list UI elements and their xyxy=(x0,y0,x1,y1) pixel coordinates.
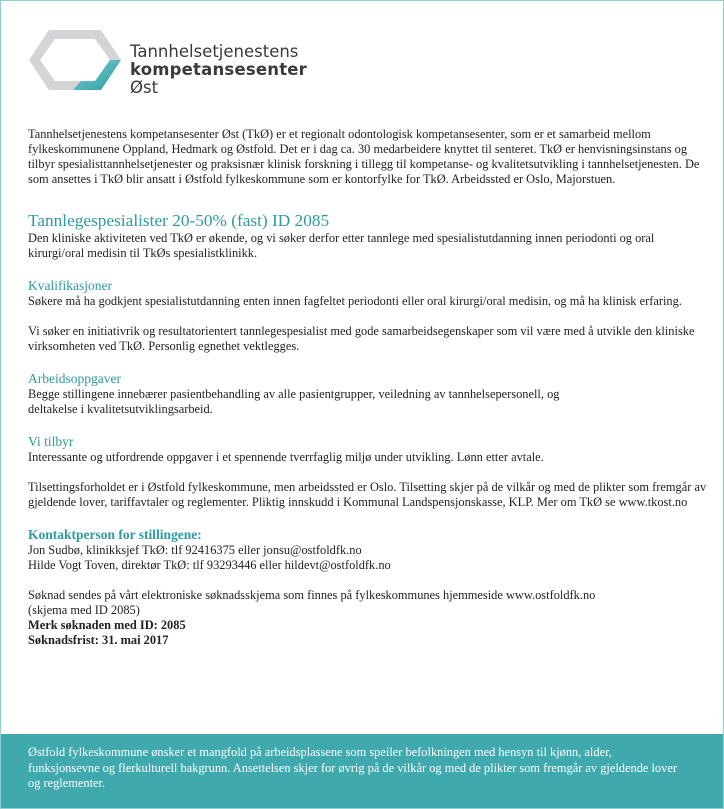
application-deadline: Søknadsfrist: 31. mai 2017 xyxy=(28,633,169,647)
logo-line-1: Tannhelsetjenestens xyxy=(130,42,299,61)
job-lead-paragraph: Den kliniske aktiviteten ved TkØ er økende, og vi søker derfor etter tannlege med spesialistutdanning innen periodonti og oral kirurgi/oral medisin til TkØs spesialistklinikk. xyxy=(28,231,655,260)
logo-line-2: kompetansesenter xyxy=(130,60,308,79)
offer-paragraph-2: Tilsettingsforholdet er i Østfold fylkeskommune, men arbeidssted er Oslo. Tilsetting skjer på de vilkår og med de plikter som fremgår av gjeldende lover, tariffavtaler og reglementer. Pliktig innskudd i Kommunal Landspensjonskasse, KLP. Mer om TkØ se www.tkost.no xyxy=(28,480,707,509)
application-line-2: (skjema med ID 2085) xyxy=(28,603,140,617)
footer-text: Østfold fylkeskommune ønsker et mangfold på arbeidsplassene som speiler befolkningen med hensyn til kjønn, alder, funksjonsevne og flerkulturell bakgrunn. Ansettelsen skjer for øvrig på de vilkår og med de plikter som fremgår av gjeldende lover og reglementer. xyxy=(28,745,677,790)
offer-paragraph-1: Interessante og utfordrende oppgaver i et spennende tverrfaglig miljø under utvikling. Lønn etter avtale. xyxy=(28,450,544,464)
application-id-note: Merk søknaden med ID: 2085 xyxy=(28,618,186,632)
application-line-1: Søknad sendes på vårt elektroniske søknadsskjema som finnes på fylkeskommunes hjemmeside www.ostfoldfk.no xyxy=(28,588,596,602)
hexagon-logo-icon xyxy=(27,27,123,93)
diversity-footer xyxy=(1,734,723,808)
organization-name xyxy=(130,43,307,97)
intro-paragraph: Tannhelsetjenestens kompetansesenter Øst (TkØ) er et regionalt odontologisk kompetansesenter, som er et samarbeid mellom fylkeskommunene Oppland, Hedmark og Østfold. Det er i dag ca. 30 medarbeidere knyttet til senteret. TkØ er henvisningsinstans og tilbyr spesialisttannhelsetjenester og praksisnær klinisk forskning i tillegg til kompetanse- og kvalitetsutvikling i tannhelsetjenesten. De som ansettes i TkØ blir ansatt i Østfold fylkeskommune som er kontorfylke for TkØ. Arbeidssted er Oslo, Majorstuen. xyxy=(28,127,700,186)
qualifications-paragraph-2: Vi søker en initiativrik og resultatorientert tannlegespesialist med gode samarbeidsegenskaper som vil være med å utvikle den kliniske virksomheten ved TkØ. Personlig egnethet vektlegges. xyxy=(28,324,695,353)
qualifications-heading: Kvalifikasjoner xyxy=(28,278,112,293)
tasks-line-2: deltakelse i kvalitetsutviklingsarbeid. xyxy=(28,402,213,416)
contact-heading: Kontaktperson for stillingene: xyxy=(28,527,202,542)
logo-line-3: Øst xyxy=(130,78,159,97)
contact-person-1: Jon Sudbø, klinikksjef TkØ: tlf 92416375 eller jonsu@ostfoldfk.no xyxy=(28,543,362,557)
tasks-line-1: Begge stillingene innebærer pasientbehandling av alle pasientgrupper, veiledning av tannhelsepersonell, og xyxy=(28,387,560,401)
advert-body xyxy=(28,127,708,648)
qualifications-paragraph-1: Søkere må ha godkjent spesialistutdanning enten innen fagfeltet periodonti eller oral kirurgi/oral medisin, og må ha klinisk erfaring. xyxy=(28,294,682,308)
organization-header xyxy=(27,27,427,97)
offer-heading: Vi tilbyr xyxy=(28,434,74,449)
job-title: Tannlegespesialister 20-50% (fast) ID 2085 xyxy=(28,211,330,230)
contact-person-2: Hilde Vogt Toven, direktør TkØ: tlf 93293446 eller hildevt@ostfoldfk.no xyxy=(28,558,391,572)
tasks-heading: Arbeidsoppgaver xyxy=(28,371,121,386)
